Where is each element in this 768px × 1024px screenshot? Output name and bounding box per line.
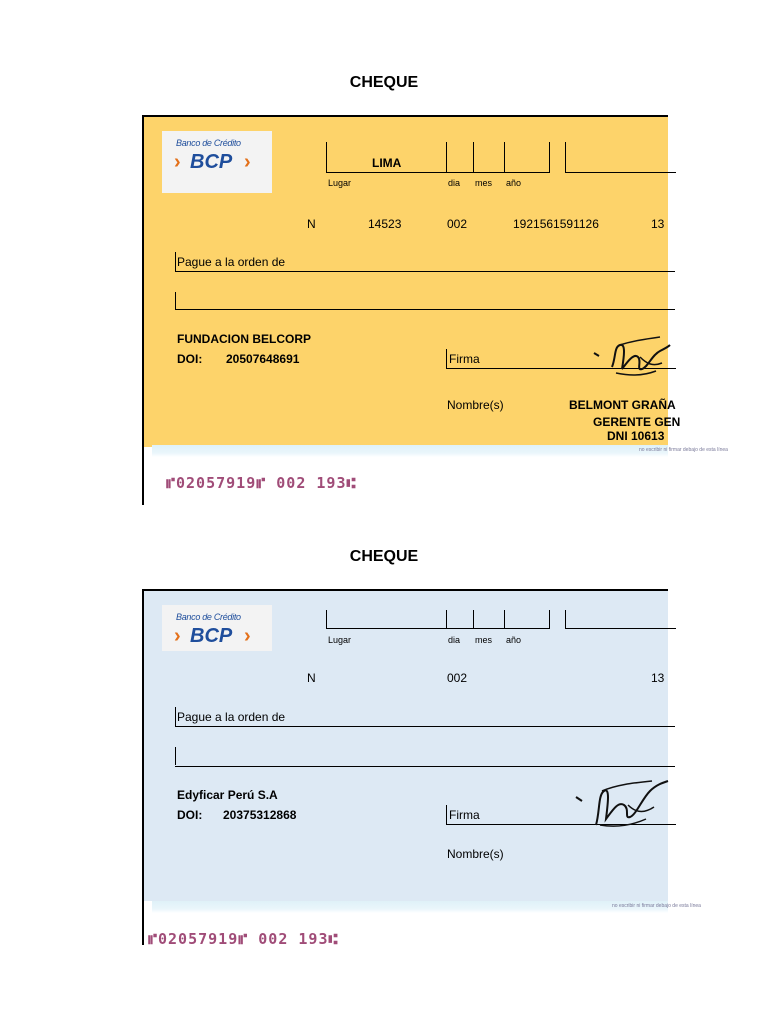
doi-value: 20507648691 bbox=[226, 352, 300, 366]
cheque-number: 14523 bbox=[368, 217, 402, 231]
amount-words-line bbox=[175, 766, 675, 767]
bank-name: Banco de Crédito bbox=[176, 138, 241, 148]
anio-label: año bbox=[506, 635, 522, 645]
lugar-value: LIMA bbox=[372, 156, 402, 170]
bank-logo bbox=[162, 131, 272, 193]
cheque-card bbox=[142, 589, 701, 961]
cheque-title: CHEQUE bbox=[349, 548, 419, 565]
signature-image bbox=[590, 327, 670, 397]
n-label: N bbox=[307, 217, 316, 231]
mes-label: mes bbox=[475, 635, 493, 645]
n-label: N bbox=[307, 671, 316, 685]
micr-line: ⑈02057919⑈ 002 193⑆ bbox=[148, 930, 339, 948]
pay-to-line-left bbox=[175, 707, 176, 727]
payer-name: FUNDACION BELCORP bbox=[177, 332, 311, 346]
cheque-frame-top bbox=[142, 115, 668, 117]
bank-brand: BCP bbox=[190, 625, 233, 647]
bank-logo bbox=[162, 605, 272, 651]
amount-words-line-left bbox=[175, 747, 176, 765]
pay-to-label: Pague a la orden de bbox=[177, 255, 286, 269]
firma-line-left bbox=[446, 805, 447, 825]
amount-box bbox=[565, 142, 676, 173]
mes-box bbox=[473, 142, 504, 173]
firma-label: Firma bbox=[449, 352, 480, 366]
bank-name: Banco de Crédito bbox=[176, 612, 241, 622]
mes-label: mes bbox=[475, 178, 493, 188]
pay-to-line bbox=[175, 271, 675, 272]
signer-dni: DNI 10613 bbox=[607, 429, 665, 443]
dia-label: dia bbox=[448, 635, 461, 645]
bank-brand: BCP bbox=[190, 151, 233, 173]
doi-value: 20375312868 bbox=[223, 808, 297, 822]
anio-label: año bbox=[506, 178, 522, 188]
lugar-box bbox=[326, 610, 446, 629]
logo-arrow-left-icon: › bbox=[174, 151, 181, 173]
number-tail: 13 bbox=[651, 671, 665, 685]
fine-print: no escribir ni firmar debajo de esta línea bbox=[639, 447, 728, 453]
logo-arrow-right-icon: › bbox=[244, 151, 251, 173]
dia-box bbox=[446, 610, 474, 629]
dia-label: dia bbox=[448, 178, 461, 188]
lugar-label: Lugar bbox=[328, 635, 352, 645]
payer-name: Edyficar Perú S.A bbox=[177, 788, 278, 802]
cheque-title: CHEQUE bbox=[349, 74, 419, 91]
cheque-frame-top bbox=[142, 589, 668, 591]
signer-name: BELMONT GRAÑA bbox=[569, 398, 676, 412]
pay-to-line-left bbox=[175, 252, 176, 272]
account-number: 1921561591126 bbox=[513, 217, 599, 231]
nombres-label: Nombre(s) bbox=[447, 398, 504, 412]
bank-code: 002 bbox=[447, 217, 468, 231]
signer-title: GERENTE GEN bbox=[593, 415, 681, 429]
bank-code: 002 bbox=[447, 671, 468, 685]
logo-arrow-right-icon: › bbox=[244, 625, 251, 647]
doi-label: DOI: bbox=[177, 808, 203, 822]
dia-box bbox=[446, 142, 474, 173]
anio-box bbox=[504, 610, 550, 629]
firma-label: Firma bbox=[449, 808, 480, 822]
amount-words-line bbox=[175, 309, 675, 310]
doi-label: DOI: bbox=[177, 352, 203, 366]
lugar-label: Lugar bbox=[328, 178, 352, 188]
fine-print: no escribir ni firmar debajo de esta línea bbox=[612, 903, 701, 909]
cheque-frame-left bbox=[142, 589, 144, 945]
cheque-frame-left bbox=[142, 115, 144, 505]
pay-to-line bbox=[175, 726, 675, 727]
nombres-label: Nombre(s) bbox=[447, 847, 504, 861]
anio-box bbox=[504, 142, 550, 173]
signature-image bbox=[572, 775, 668, 835]
micr-line: ⑈02057919⑈ 002 193⑆ bbox=[166, 474, 357, 492]
amount-words-line-left bbox=[175, 292, 176, 310]
amount-box bbox=[565, 610, 676, 629]
pay-to-label: Pague a la orden de bbox=[177, 710, 286, 724]
cheque-card bbox=[142, 115, 728, 505]
number-tail: 13 bbox=[651, 217, 665, 231]
logo-arrow-left-icon: › bbox=[174, 625, 181, 647]
firma-line-left bbox=[446, 349, 447, 369]
mes-box bbox=[473, 610, 504, 629]
